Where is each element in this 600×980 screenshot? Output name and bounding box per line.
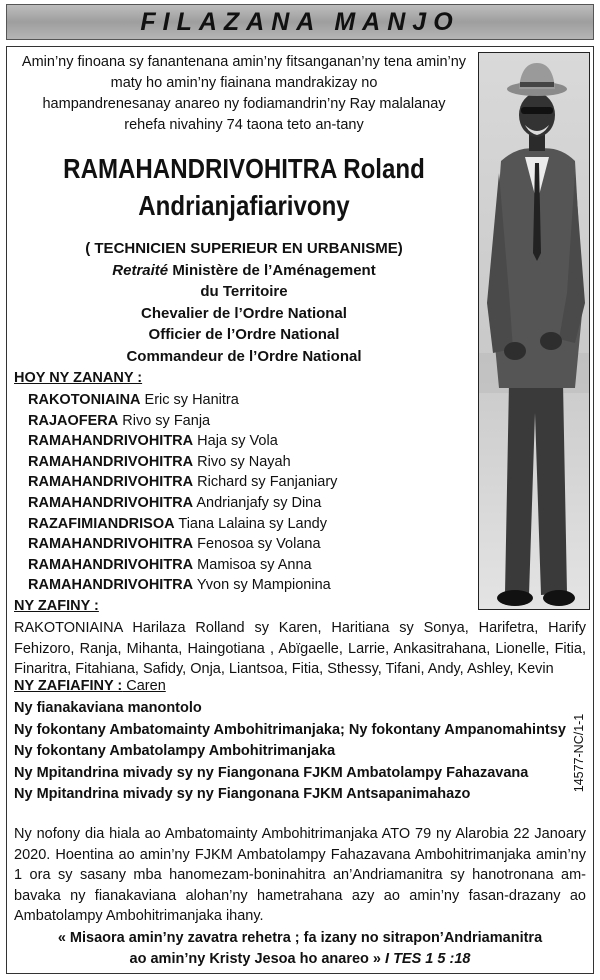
closing-line-2: ao amin’ny Kristy Jesoa ho anareo » I TES 1 5 :18 bbox=[129, 951, 471, 967]
banner-title: FILAZANA MANJO bbox=[140, 7, 460, 36]
deceased-surname: RAMAHANDRIVOHITRA Roland bbox=[63, 153, 425, 184]
community-list bbox=[14, 698, 574, 806]
great-grandchildren-names: Caren bbox=[122, 678, 166, 694]
intro-line: hampandrenesanay anareo ny fodiamandrin’ny Ray malalanay bbox=[42, 96, 446, 112]
deceased-given-name: Andrianjafiarivony bbox=[138, 190, 350, 221]
grandchildren-names: RAKOTONIAINA Harilaza Rolland sy Karen, Haritiana sy Sonya, Harifetra, Harify Fehizoro, Ranja, Mihanta, Haingotiana , Abïgaelle, Larrie, Ankasitrahana, Lionelle, Fitia, Finaritra, Fitahiana, Safidy, Onja, Liantsoa, Fitia, Sthessy, Tifani, Andy, Ashley, Kevin bbox=[14, 620, 586, 677]
list-item: RAZAFIMIANDRISOA Tiana Lalaina sy Landy bbox=[28, 515, 327, 532]
community-line: Ny Mpitandrina mivady sy ny Fiangonana FJKM Ambatolampy Fahazavana bbox=[14, 764, 529, 781]
list-item: RAMAHANDRIVOHITRA Andrianjafy sy Dina bbox=[28, 494, 322, 511]
verse-reference: I TES 1 5 :18 bbox=[380, 951, 471, 967]
list-item: RAMAHANDRIVOHITRA Haja sy Vola bbox=[28, 433, 278, 450]
children-heading: HOY NY ZANANY : bbox=[14, 370, 143, 386]
intro-line: maty ho amin’ny fiainana mandrakizay no bbox=[110, 75, 378, 91]
reference-number: 14577-NC/1-1 bbox=[572, 713, 586, 793]
funeral-notice: Ny nofony dia hiala ao Ambatomainty Ambohitrimanjaka ATO 79 ny Alarobia 22 Janoary 2020. Hoentina ao amin’ny FJKM Ambatolampy Fahazavana Ambohitrimanjaka amin’ny 1 ora sy sasany mba hanomezam-boninahitra an’Andriamanitra sy hanotronana am-bavaka ny fianakaviana alohan’ny hametrahana azy ao amin’ny fasan-drazany ao Ambatolampy Ambohitrimanjaka ihany. bbox=[14, 826, 586, 924]
community-line: Ny fokontany Ambatomainty Ambohitrimanjaka; Ny fokontany Ampanomahintsy bbox=[14, 721, 566, 738]
ministry: Ministère de l’Aménagement bbox=[172, 261, 376, 279]
children-list bbox=[28, 390, 468, 596]
list-item: RAJAOFERA Rivo sy Fanja bbox=[28, 412, 211, 429]
deceased-name bbox=[46, 150, 442, 224]
honor-officier: Officier de l’Ordre National bbox=[148, 326, 340, 344]
intro-line: rehefa nivahiny 74 taona teto an-tany bbox=[124, 117, 364, 133]
deceased-titles bbox=[14, 238, 474, 368]
profession: ( TECHNICIEN SUPERIEUR EN URBANISME) bbox=[85, 240, 403, 257]
community-line: Ny fokontany Ambatolampy Ambohitrimanjaka bbox=[14, 743, 336, 760]
list-item: RAMAHANDRIVOHITRA Fenosoa sy Volana bbox=[28, 536, 321, 553]
retired-word: Retraité bbox=[112, 261, 169, 279]
ministry-continued: du Territoire bbox=[200, 283, 288, 301]
closing-verse bbox=[14, 928, 586, 970]
intro-paragraph bbox=[14, 52, 474, 136]
closing-line-1: « Misaora amin’ny zavatra rehetra ; fa izany no sitrapon’Andriamanitra bbox=[57, 930, 543, 946]
community-line: Ny Mpitandrina mivady sy ny Fiangonana FJKM Antsapanimahazo bbox=[14, 786, 471, 803]
community-line: Ny fianakaviana manontolo bbox=[14, 700, 202, 716]
list-item: RAKOTONIAINA Eric sy Hanitra bbox=[28, 392, 239, 408]
grandchildren-heading: NY ZAFINY : bbox=[14, 598, 99, 614]
portrait-image bbox=[479, 53, 590, 610]
deceased-photo bbox=[478, 52, 590, 610]
list-item: RAMAHANDRIVOHITRA Rivo sy Nayah bbox=[28, 453, 291, 470]
great-grandchildren-line bbox=[14, 678, 166, 694]
list-item: RAMAHANDRIVOHITRA Yvon sy Mampionina bbox=[28, 577, 331, 594]
honor-commandeur: Commandeur de l’Ordre National bbox=[126, 347, 362, 365]
list-item: RAMAHANDRIVOHITRA Mamisoa sy Anna bbox=[28, 556, 312, 573]
intro-line: Amin’ny finoana sy fanantenana amin’ny fitsanganan’ny tena amin’ny bbox=[21, 54, 467, 70]
great-grandchildren-heading: NY ZAFIAFINY : bbox=[14, 678, 123, 694]
obituary-banner bbox=[6, 4, 594, 40]
honor-chevalier: Chevalier de l’Ordre National bbox=[141, 304, 347, 322]
ministry-line bbox=[14, 260, 474, 282]
list-item: RAMAHANDRIVOHITRA Richard sy Fanjaniary bbox=[28, 474, 338, 491]
